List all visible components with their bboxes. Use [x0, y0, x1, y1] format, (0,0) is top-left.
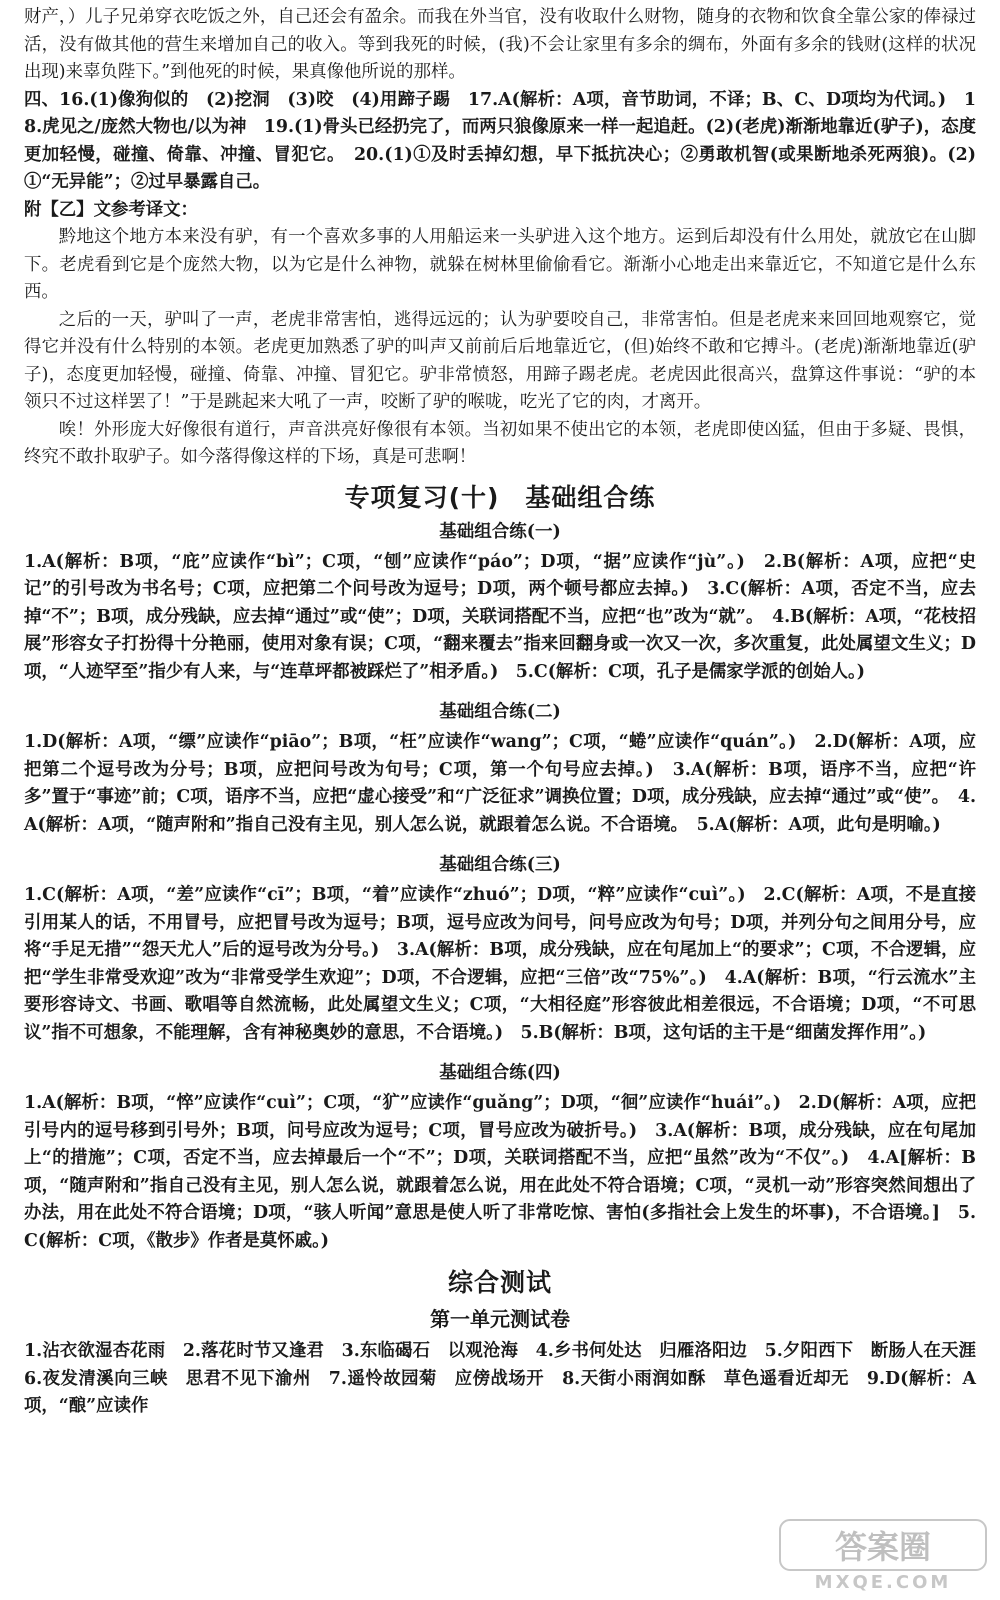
appendix-paragraph: 黔地这个地方本来没有驴，有一个喜欢多事的人用船运来一头驴进入这个地方。运到后却没有什么用处，就放它在山脚下。老虎看到它是个庞然大物，以为它是什么神物，就躲在树林里偷偷看它。渐渐小心地走出来靠近它，不知道它是什么东西。 [24, 227, 976, 302]
group-title: 基础组合练(三) [439, 855, 561, 875]
answers-section-four: 四、16.(1)像狗似的 (2)挖洞 (3)咬 (4)用蹄子踢 17.A(解析：A项，音节助词，不译；B、C、D项均为代词。) 18.虎见之/庞然大物也/以为神 19.(1)骨头已经扔完了，而两只狼像原来一样一起追赶。(2)(老虎)渐渐地靠近(驴子)，态度更加轻慢，碰撞、倚靠、冲撞、冒犯它。 20.(1)①及时丢掉幻想，早下抵抗决心；②勇敢机智(或果断地杀死两狼)。(2)①“无异能”；②过早暴露自己。 [24, 89, 976, 192]
translation-paragraph: 财产，）儿子兄弟穿衣吃饭之外，自己还会有盈余。而我在外当官，没有收取什么财物，随身的衣物和饮食全靠公家的俸禄过活，没有做其他的营生来增加自己的收入。等到我死的时候，(我)不会让家里有多余的绸布，外面有多余的钱财(这样的状况出现)来辜负陛下。”到他死的时候，果真像他所说的那样。 [24, 7, 976, 82]
group-title: 基础组合练(四) [439, 1063, 561, 1083]
watermark-logo-icon [778, 1518, 988, 1594]
watermark-main-text: 答案圈 [834, 1528, 932, 1566]
group-title: 基础组合练(一) [439, 521, 561, 542]
comprehensive-test-title: 综合测试 [447, 1268, 552, 1297]
appendix-title: 附【乙】文参考译文： [24, 199, 198, 220]
group-answers: 1.C(解析：A项，“差”应读作“cī”；B项，“着”应读作“zhuó”；D项，“粹”应读作“cuì”。) 2.C(解析：A项，不是直接引用某人的话，不用冒号，应把冒号改为逗号；B项，逗号应改为问号，问号应改为句号；D项，并列分句之间用分号，应将“手足无措”“怨天尤人”后的逗号改为分号。) 3.A(解析：B项，成分残缺，应在句尾加上“的要求”；C项，不合逻辑，应把“学生非常受欢迎”改为“非常受学生欢迎”；D项，不合逻辑，应把“三倍”改“75%”。) 4.A(解析：B项，“行云流水”主要形容诗文、书画、歌唱等自然流畅，此处属望文生义；C项，“大相径庭”形容彼此相差很远，不合语境；D项，“不可思议”指不可想象，不能理解，含有神秘奥妙的意思，不合语境。) 5.B(解析：B项，这句话的主干是“细菌发挥作用”。) [24, 885, 976, 1043]
group-title: 基础组合练(二) [439, 702, 561, 722]
unit-test-title: 第一单元测试卷 [430, 1307, 570, 1331]
watermark-domain-text: MXQE.COM [814, 1572, 952, 1593]
group-answers: 1.A(解析：B项，“悴”应读作“cuì”；C项，“犷”应读作“guǎng”；D项，“徊”应读作“huái”。) 2.D(解析：A项，应把引号内的逗号移到引号外；B项，问号应改为逗号；C项，冒号应改为破折号。) 3.A(解析：B项，成分残缺，应在句尾加上“的措施”；C项，否定不当，应去掉最后一个“不”；D项，关联词搭配不当，应把“虽然”改为“不仅”。) 4.A[解析：B项，“随声附和”指自己没有主见，别人怎么说，就跟着怎么说，用在此处不符合语境；C项，“灵机一动”形容突然间想出了办法，用在此处不符合语境；D项，“骇人听闻”意思是使人听了非常吃惊、害怕(多指社会上发生的坏事)，不合语境。] 5.C(解析：C项，《散步》作者是莫怀戚。) [24, 1093, 976, 1251]
group-answers: 1.D(解析：A项，“缥”应读作“piāo”；B项，“枉”应读作“wang”；C项，“蜷”应读作“quán”。) 2.D(解析：A项，应把第二个逗号改为分号；B项，应把问号改为句号；C项，第一个句号应去掉。) 3.A(解析：B项，语序不当，应把“许多”置于“事迹”前；C项，语序不当，应把“虚心接受”和“广泛征求”调换位置；D项，成分残缺，应去掉“通过”或“使”。 4.A(解析：A项，“随声附和”指自己没有主见，别人怎么说，就跟着怎么说。不合语境。 5.A(解析：A项，此句是明喻。) [24, 732, 976, 835]
appendix-paragraph: 唉！外形庞大好像很有道行，声音洪亮好像很有本领。当初如果不使出它的本领，老虎即使凶猛，但由于多疑、畏惧，终究不敢扑取驴子。如今落得像这样的下场，真是可悲啊！ [24, 419, 976, 467]
review-section-title: 专项复习(十) 基础组合练 [344, 482, 656, 512]
unit-test-answers: 1.沾衣欲湿杏花雨 2.落花时节又逢君 3.东临碣石 以观沧海 4.乡书何处达 归雁洛阳边 5.夕阳西下 断肠人在天涯 6.夜发清溪向三峡 思君不见下渝州 7.遥怜故园菊 应傍战场开 8.天街小雨润如酥 草色遥看近却无 9.D(解析：A项，“酿”应读作 [24, 1341, 994, 1416]
group-answers: 1.A(解析：B项，“庇”应读作“bì”；C项，“刨”应读作“páo”；D项，“据”应读作“jù”。) 2.B(解析：A项，应把“史记”的引号改为书名号；C项，应把第二个问号改为逗号；D项，两个顿号都应去掉。) 3.C(解析：A项，否定不当，应去掉“不”；B项，成分残缺，应去掉“通过”或“使”；D项，关联词搭配不当，应把“也”改为“就”。 4.B(解析：A项，“花枝招展”形容女子打扮得十分艳丽，使用对象有误；C项，“翻来覆去”指来回翻身或一次又一次，多次重复，此处属望文生义；D项，“人迹罕至”指少有人来，与“连草坪都被踩烂了”相矛盾。) 5.C(解析：C项，孔子是儒家学派的创始人。) [24, 551, 976, 682]
appendix-paragraph: 之后的一天，驴叫了一声，老虎非常害怕，逃得远远的；认为驴要咬自己，非常害怕。但是老虎来来回回地观察它，觉得它并没有什么特别的本领。老虎更加熟悉了驴的叫声又前前后后地靠近它，(但)始终不敢和它搏斗。(老虎)渐渐地靠近(驴子)，态度更加轻慢，碰撞、倚靠、冲撞、冒犯它。驴非常愤怒，用蹄子踢老虎。老虎因此很高兴，盘算这件事说：“驴的本领只不过这样罢了！”于是跳起来大吼了一声，咬断了驴的喉咙，吃光了它的肉，才离开。 [24, 309, 976, 412]
